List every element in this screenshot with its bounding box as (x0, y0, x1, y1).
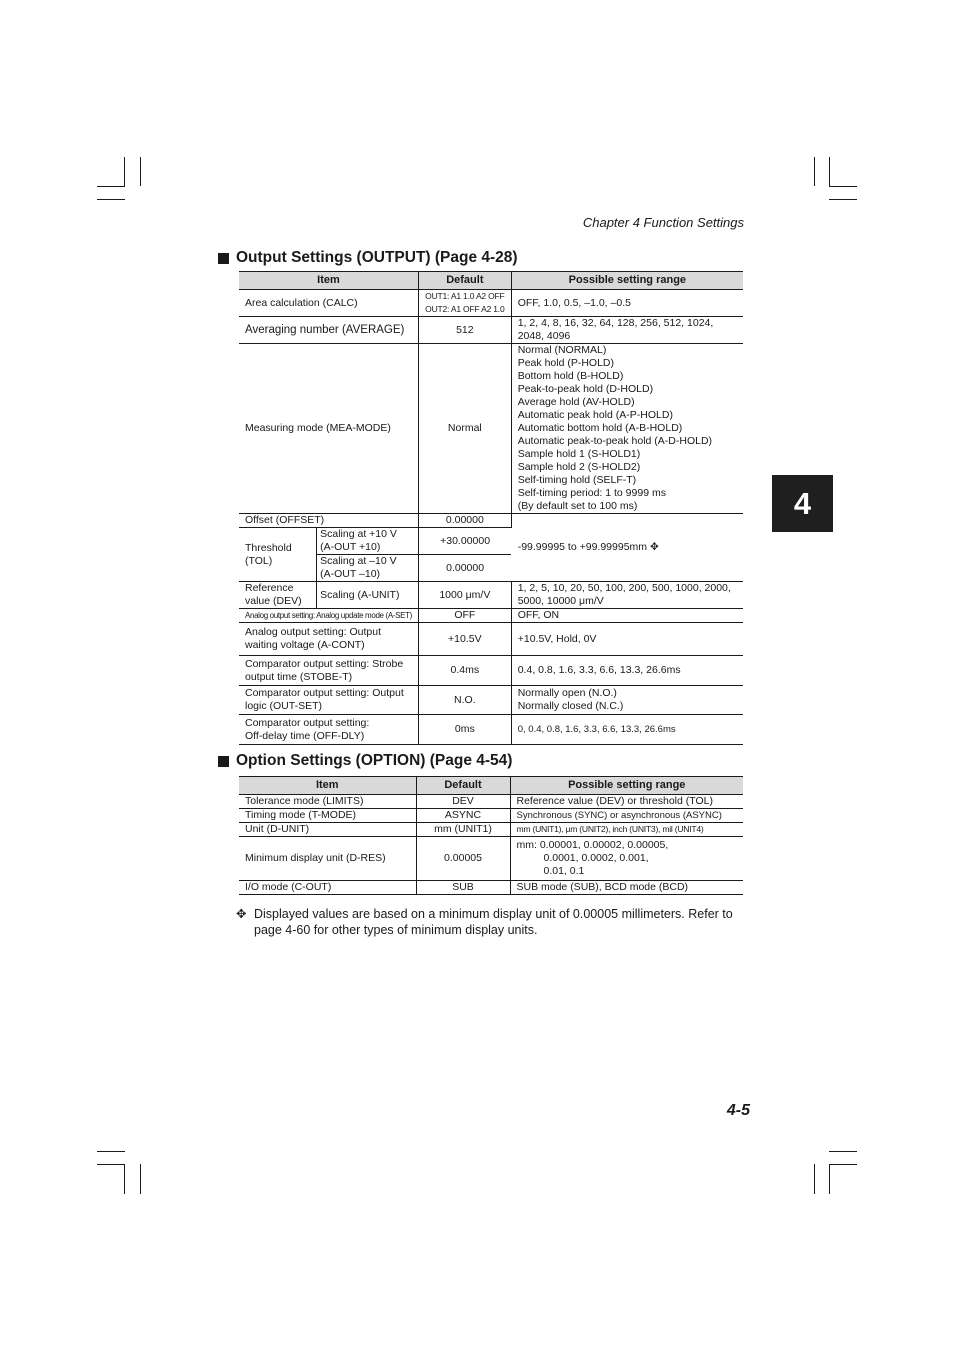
table-row (239, 317, 743, 344)
default-cell: +10.5V (418, 623, 511, 656)
sub-item-cell (317, 528, 419, 555)
item-cell: Measuring mode (MEA-MODE) (239, 344, 418, 514)
footnote (236, 906, 746, 938)
item-cell: Tolerance mode (LIMITS) (239, 795, 416, 809)
range-cell (510, 837, 743, 881)
range-cell: -99.99995 to +99.99995mm ✥ (511, 514, 743, 582)
range-cell: 0.4, 0.8, 1.6, 3.3, 6.6, 13.3, 26.6ms (511, 656, 743, 686)
range-line: Automatic peak hold (A-P-HOLD) (517, 409, 673, 421)
default-cell: 512 (418, 317, 511, 344)
item-line: logic (OUT-SET) (245, 700, 323, 712)
option-section-heading (218, 752, 512, 770)
default-cell: 1000 μm/V (418, 582, 511, 609)
range-cell: Reference value (DEV) or threshold (TOL) (510, 795, 743, 809)
output-settings-table (239, 271, 743, 745)
column-header-default: Default (416, 777, 510, 795)
sub-item-cell: Scaling (A-UNIT) (317, 582, 419, 609)
item-cell (239, 686, 418, 715)
running-header: Chapter 4 Function Settings (582, 215, 744, 230)
item-line: output time (STOBE-T) (245, 670, 353, 683)
range-cell (511, 344, 743, 514)
range-cell: OFF, 1.0, 0.5, –1.0, –0.5 (511, 290, 743, 317)
default-line: OUT2: A1 OFF A2 1.0 (425, 304, 505, 314)
default-cell: 0.00000 (418, 514, 511, 528)
default-cell: mm (UNIT1) (416, 823, 510, 837)
range-line: Automatic bottom hold (A-B-HOLD) (517, 422, 683, 434)
output-section-title: Output Settings (OUTPUT) (Page 4-28) (236, 249, 518, 266)
range-cell: 1, 2, 5, 10, 20, 50, 100, 200, 500, 1000, 2000, 5000, 10000 μm/V (511, 582, 743, 609)
item-cell: Offset (OFFSET) (239, 514, 418, 528)
table-row (239, 290, 743, 317)
item-cell (239, 582, 317, 609)
page-number: 4-5 (726, 1102, 750, 1119)
column-header-item: Item (239, 777, 416, 795)
column-header-range: Possible setting range (511, 272, 743, 290)
item-cell (239, 528, 317, 582)
square-bullet-icon (218, 756, 229, 767)
range-line: Normally open (N.O.) (517, 687, 617, 699)
table-row (239, 609, 743, 623)
item-line: (TOL) (245, 554, 273, 567)
footnote-text: Displayed values are based on a minimum display unit of 0.00005 millimeters. Refer to page 4-60 for other types of minimum display units. (254, 907, 733, 937)
range-line: Average hold (AV-HOLD) (517, 396, 635, 408)
default-cell: SUB (416, 881, 510, 895)
range-cell (511, 686, 743, 715)
range-line: Normally closed (N.C.) (517, 700, 624, 712)
sub-item-line: Scaling at +10 V (320, 528, 397, 540)
range-line: Peak hold (P-HOLD) (517, 357, 615, 369)
table-row (239, 809, 743, 823)
default-line: OUT1: A1 1.0 A2 OFF (425, 291, 505, 301)
item-line: Off-delay time (OFF-DLY) (245, 729, 365, 742)
range-line: mm: 0.00001, 0.00002, 0.00005, (516, 839, 669, 851)
default-cell (418, 290, 511, 317)
default-cell: ASYNC (416, 809, 510, 823)
item-cell (239, 623, 418, 656)
item-cell (239, 656, 418, 686)
range-cell: Synchronous (SYNC) or asynchronous (ASYNC) (510, 809, 743, 823)
range-line: Normal (NORMAL) (517, 344, 607, 356)
range-cell: 1, 2, 4, 8, 16, 32, 64, 128, 256, 512, 1024, 2048, 4096 (511, 317, 743, 344)
table-row (239, 686, 743, 715)
range-line: Peak-to-peak hold (D-HOLD) (517, 383, 654, 395)
table-row (239, 795, 743, 809)
item-line: Reference (245, 582, 294, 594)
option-section-title: Option Settings (OPTION) (Page 4-54) (236, 752, 513, 769)
default-cell: +30.00000 (418, 528, 511, 555)
range-cell: mm (UNIT1), μm (UNIT2), inch (UNIT3), mil (UNIT4) (510, 823, 743, 837)
range-cell: +10.5V, Hold, 0V (511, 623, 743, 656)
range-line: Automatic peak-to-peak hold (A-D-HOLD) (517, 435, 713, 447)
table-row (239, 514, 743, 528)
option-settings-table (239, 776, 743, 895)
item-cell: Area calculation (CALC) (239, 290, 418, 317)
default-cell: 0.4ms (418, 656, 511, 686)
sub-item-cell (317, 555, 419, 582)
table-row (239, 656, 743, 686)
table-row (239, 837, 743, 881)
square-bullet-icon (218, 253, 229, 264)
table-row (239, 623, 743, 656)
item-line: waiting voltage (A-CONT) (245, 639, 365, 651)
range-line: Self-timing period: 1 to 9999 ms (517, 487, 666, 499)
table-row (239, 582, 743, 609)
table-row (239, 715, 743, 745)
default-cell: 0.00005 (416, 837, 510, 881)
range-line: Self-timing hold (SELF-T) (517, 474, 637, 486)
item-cell: Timing mode (T-MODE) (239, 809, 416, 823)
range-cell: SUB mode (SUB), BCD mode (BCD) (510, 881, 743, 895)
table-row (239, 881, 743, 895)
item-line: Comparator output setting: (245, 716, 370, 729)
sub-item-line: (A-OUT –10) (320, 568, 381, 580)
item-line: Comparator output setting: Output (245, 687, 404, 699)
range-line: (By default set to 100 ms) (517, 500, 638, 512)
range-line: Sample hold 2 (S-HOLD2) (517, 461, 641, 473)
item-line: Threshold (245, 541, 292, 554)
default-cell: DEV (416, 795, 510, 809)
range-line: 0.01, 0.1 (543, 865, 585, 877)
item-cell: Unit (D-UNIT) (239, 823, 416, 837)
default-cell: OFF (418, 609, 511, 623)
item-cell: I/O mode (C-OUT) (239, 881, 416, 895)
item-cell: Analog output setting: Analog update mode (A-SET) (239, 609, 418, 623)
range-cell: OFF, ON (511, 609, 743, 623)
item-cell: Averaging number (AVERAGE) (239, 317, 418, 344)
column-header-item: Item (239, 272, 418, 290)
table-row (239, 823, 743, 837)
default-cell: Normal (418, 344, 511, 514)
table-row (239, 344, 743, 514)
item-cell: Minimum display unit (D-RES) (239, 837, 416, 881)
range-line: Bottom hold (B-HOLD) (517, 370, 624, 382)
footnote-mark-icon: ✥ (236, 907, 247, 921)
chapter-tab: 4 (772, 475, 833, 532)
item-line: Comparator output setting: Strobe (245, 657, 404, 670)
range-cell: 0, 0.4, 0.8, 1.6, 3.3, 6.6, 13.3, 26.6ms (511, 715, 743, 745)
column-header-range: Possible setting range (510, 777, 743, 795)
default-cell: 0ms (418, 715, 511, 745)
item-cell (239, 715, 418, 745)
range-line: Sample hold 1 (S-HOLD1) (517, 448, 641, 460)
default-cell: 0.00000 (418, 555, 511, 582)
range-line: 0.0001, 0.0002, 0.001, (543, 852, 649, 864)
item-line: value (DEV) (245, 595, 302, 607)
item-line: Analog output setting: Output (245, 626, 382, 638)
default-cell: N.O. (418, 686, 511, 715)
output-section-heading (218, 249, 518, 267)
sub-item-line: (A-OUT +10) (320, 541, 381, 553)
sub-item-line: Scaling at –10 V (320, 555, 397, 567)
column-header-default: Default (418, 272, 511, 290)
